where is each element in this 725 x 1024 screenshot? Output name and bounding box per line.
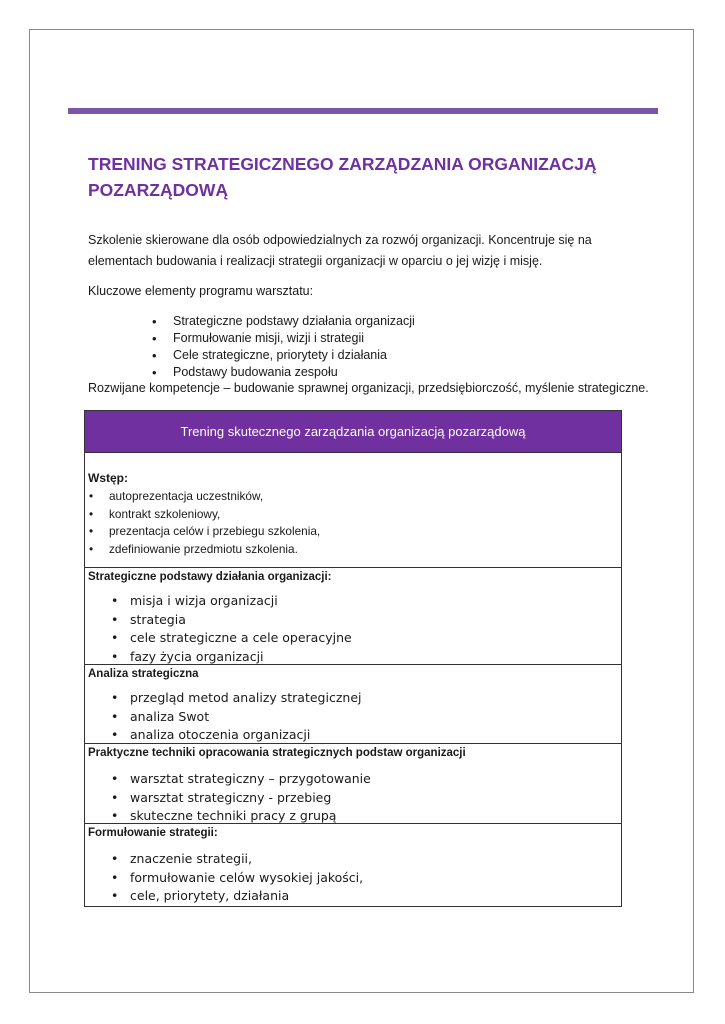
document-title: TRENING STRATEGICZNEGO ZARZĄDZANIA ORGANIZACJĄ POZARZĄDOWĄ xyxy=(88,154,597,200)
list-item: • zdefiniowanie przedmiotu szkolenia. xyxy=(85,541,621,559)
table-header: Trening skutecznego zarządzania organizacją pozarządową xyxy=(85,411,621,453)
key-elements-list xyxy=(152,313,415,381)
list-item: • przegląd metod analizy strategicznej xyxy=(85,689,621,708)
section-title: Strategiczne podstawy działania organizacji: xyxy=(88,571,332,583)
section-list xyxy=(85,681,621,745)
list-item: • strategia xyxy=(85,611,621,630)
table-section-strategic-foundations xyxy=(85,568,621,665)
program-label: Kluczowe elementy programu warsztatu: xyxy=(88,284,314,298)
section-title: Analiza strategiczna xyxy=(88,668,199,680)
list-item: • misja i wizja organizacji xyxy=(85,592,621,611)
table-section-intro xyxy=(85,453,621,568)
list-item: • cele, priorytety, działania xyxy=(85,887,621,906)
section-list xyxy=(85,760,621,826)
list-item: • analiza Swot xyxy=(85,708,621,727)
training-program-table xyxy=(84,410,622,907)
table-section-strategy-formulation xyxy=(85,824,621,906)
list-item: • kontrakt szkoleniowy, xyxy=(85,506,621,524)
list-item: • skuteczne techniki pracy z grupą xyxy=(85,807,621,826)
list-item: • Strategiczne podstawy działania organizacji xyxy=(152,313,415,330)
list-item: • autoprezentacja uczestników, xyxy=(85,488,621,506)
list-item: • fazy życia organizacji xyxy=(85,648,621,667)
list-item: • Cele strategiczne, priorytety i działania xyxy=(152,347,415,364)
list-item: • formułowanie celów wysokiej jakości, xyxy=(85,869,621,888)
intro-paragraph: Szkolenie skierowane dla osób odpowiedzialnych za rozwój organizacji. Koncentruje się na elementach budowania i realizacji strategii organizacji w oparciu o jej wizję i misję. xyxy=(88,233,592,268)
section-list xyxy=(85,584,621,666)
section-title: Wstęp: xyxy=(88,471,128,485)
list-item: • znaczenie strategii, xyxy=(85,850,621,869)
list-item: • warsztat strategiczny – przygotowanie xyxy=(85,770,621,789)
section-title: Praktyczne techniki opracowania strategicznych podstaw organizacji xyxy=(88,747,466,759)
list-item: • prezentacja celów i przebiegu szkolenia, xyxy=(85,523,621,541)
list-item: • Formułowanie misji, wizji i strategii xyxy=(152,330,415,347)
section-list xyxy=(85,840,621,906)
list-item: • cele strategiczne a cele operacyjne xyxy=(85,629,621,648)
section-title: Formułowanie strategii: xyxy=(88,827,218,839)
list-item: • Podstawy budowania zespołu xyxy=(152,364,415,381)
table-section-strategic-analysis xyxy=(85,665,621,744)
table-section-practical-techniques xyxy=(85,744,621,824)
header-rule xyxy=(68,108,658,114)
section-list xyxy=(85,488,621,558)
list-item: • analiza otoczenia organizacji xyxy=(85,726,621,745)
competencies-line: Rozwijane kompetencje – budowanie sprawnej organizacji, przedsiębiorczość, myślenie strategiczne. xyxy=(88,381,649,395)
list-item: • warsztat strategiczny - przebieg xyxy=(85,789,621,808)
